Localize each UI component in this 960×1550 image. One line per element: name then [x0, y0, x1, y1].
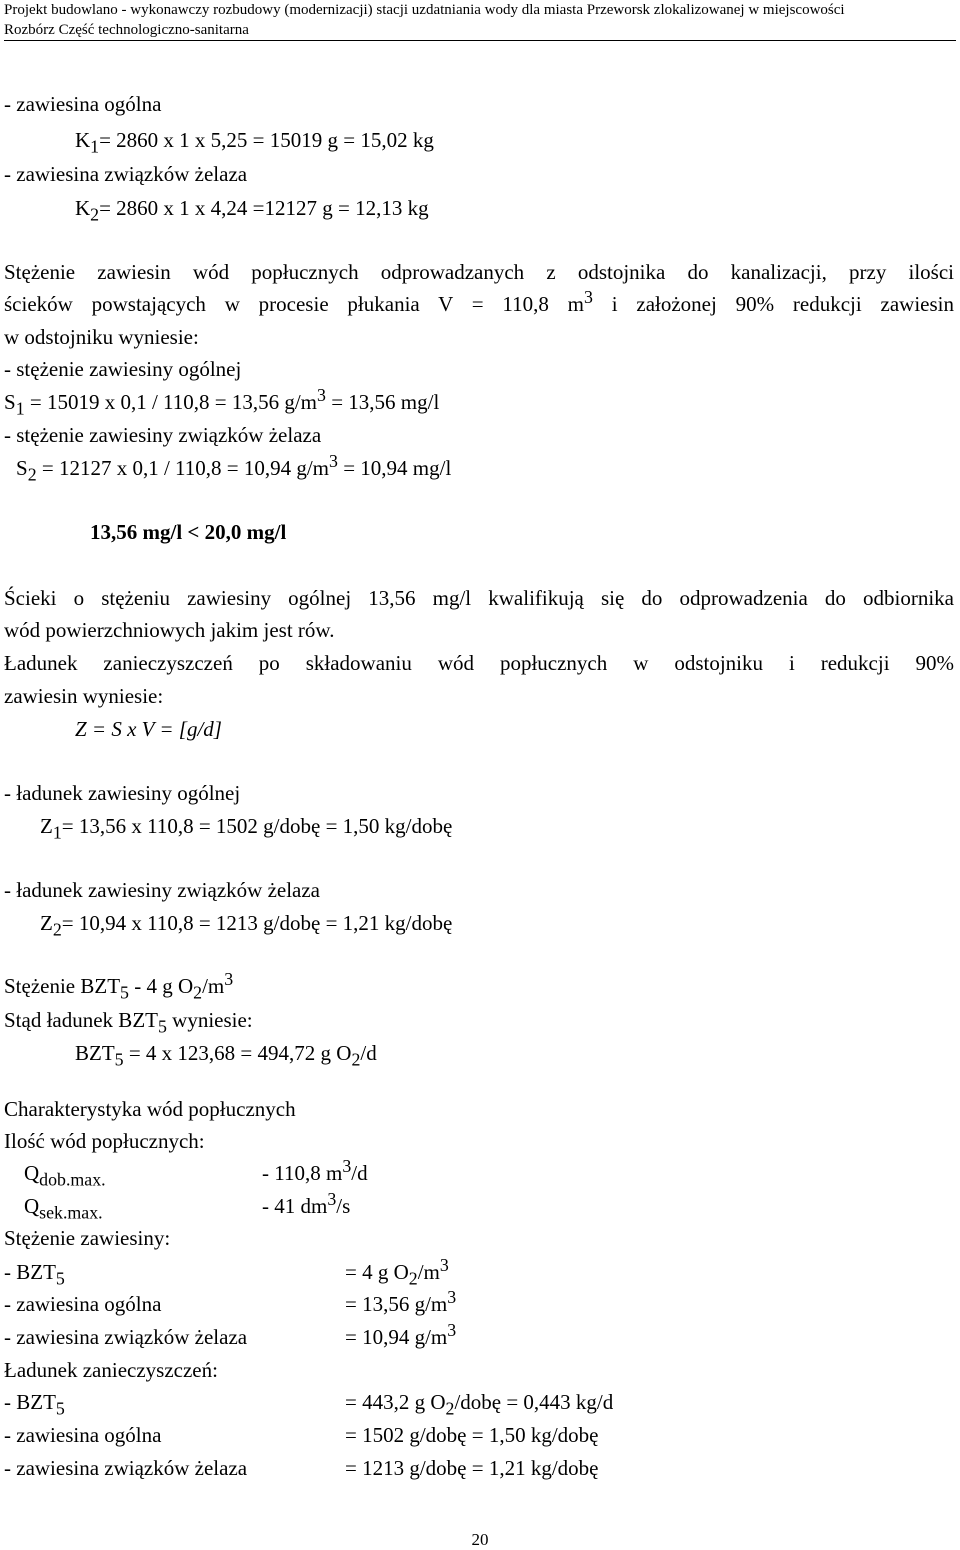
paragraph-line: Stężenie zawiesin wód popłucznych odprowadzanych z odstojnika do kanalizacji, przy ilości [4, 260, 954, 284]
item-ladunek-ogolnej: - ładunek zawiesiny ogólnej [4, 781, 241, 805]
table-row: - zawiesina ogólna = 1502 g/dobę = 1,50 kg/dobę [4, 1423, 599, 1447]
paragraph-line: w odstojniku wyniesie: [4, 325, 199, 349]
stezenie-bzt5: Stężenie $BZT_5 - 4$ g $O_2/m^3$ [4, 968, 234, 1003]
paragraph-line: ścieków powstających w procesie płukania V = 110,8 $m^3$ i założonej 90% redukcji zawiesin [4, 286, 954, 316]
flow-qdob: $Q_{dob.max.}$ - 110,8 $m^3/d$ [24, 1155, 368, 1190]
paragraph-line: wód powierzchniowych jakim jest rów. [4, 618, 335, 642]
paragraph-line: zawiesin wyniesie: [4, 684, 164, 708]
formula-s2: $S_2 = 12127$ x 0,1 / 110,8 = 10,94 $g/m^3 = 10,94$ mg/l [16, 450, 452, 485]
formula-k1: $K_1= 2860$ x 1 x 5,25 = 15019 g = 15,02 kg [75, 128, 434, 157]
section-heading: Charakterystyka wód popłucznych [4, 1097, 296, 1121]
page-number: 20 [471, 1530, 489, 1549]
formula-bzt5: $BZT_5 = 4$ x 123,68 = 494,72 g $O_2/d$ [75, 1041, 377, 1070]
item-ladunek-zelaza: - ładunek zawiesiny związków żelaza [4, 878, 321, 902]
item-zawiesina-zelaza: - zawiesina związków żelaza [4, 162, 248, 186]
table-row: - $BZT_5$ = 443,2 g $O_2$/dobę = 0,443 kg/d [4, 1390, 614, 1419]
section-subheading: Stężenie zawiesiny: [4, 1226, 171, 1250]
formula-k2: $K_2= 2860$ x 1 x 4,24 =12127 g = 12,13 kg [75, 196, 429, 225]
formula-z1: $Z_1= 13,56$ x 110,8 = 1502 g/dobę = 1,50 kg/dobę [40, 814, 453, 843]
header-project-title: Projekt budowlano - wykonawczy rozbudowy (modernizacji) stacji uzdatniania wody dla miasta Przeworsk zlokalizowanej w miejscowości [4, 2, 845, 18]
section-subheading: Ładunek zanieczyszczeń: [4, 1358, 218, 1382]
item-stezenie-zelaza: - stężenie zawiesiny związków żelaza [4, 423, 322, 447]
item-zawiesina-ogolna: - zawiesina ogólna [4, 92, 162, 116]
item-stezenie-ogolnej: - stężenie zawiesiny ogólnej [4, 357, 242, 381]
ladunek-bzt5-intro: Stąd ładunek $BZT_5$ wyniesie: [4, 1008, 253, 1037]
flow-qsek: $Q_{sek.max.}$ - 41 $dm^3/s$ [24, 1188, 351, 1223]
comparison-result: 13,56 mg/l < 20,0 mg/l [90, 520, 287, 544]
paragraph-line: Ładunek zanieczyszczeń po składowaniu wód popłucznych w odstojniku i redukcji 90% [4, 651, 954, 675]
header-section-title: Rozbórz Część technologiczno-sanitarna [4, 22, 249, 38]
header-rule [4, 40, 956, 41]
formula-z2: $Z_2= 10,94$ x 110,8 = 1213 g/dobę = 1,21 kg/dobę [40, 911, 453, 940]
section-subheading: Ilość wód popłucznych: [4, 1129, 205, 1153]
table-row: - $BZT_5$ = 4 g $O_2/m^3$ [4, 1254, 449, 1289]
formula-z: Z = S x V = [g/d] [75, 717, 222, 741]
table-row: - zawiesina związków żelaza = 10,94 $g/m^3$ [4, 1319, 457, 1349]
page-header [4, 0, 956, 40]
paragraph-line: Ścieki o stężeniu zawiesiny ogólnej 13,56 mg/l kwalifikują się do odprowadzenia do odbiornika [4, 586, 954, 610]
formula-s1: $S_1 = 15019$ x 0,1 / 110,8 = 13,56 $g/m^3 = 13,56$ mg/l [4, 384, 440, 419]
table-row: - zawiesina ogólna = 13,56 $g/m^3$ [4, 1286, 457, 1316]
table-row: - zawiesina związków żelaza = 1213 g/dobę = 1,21 kg/dobę [4, 1456, 599, 1480]
